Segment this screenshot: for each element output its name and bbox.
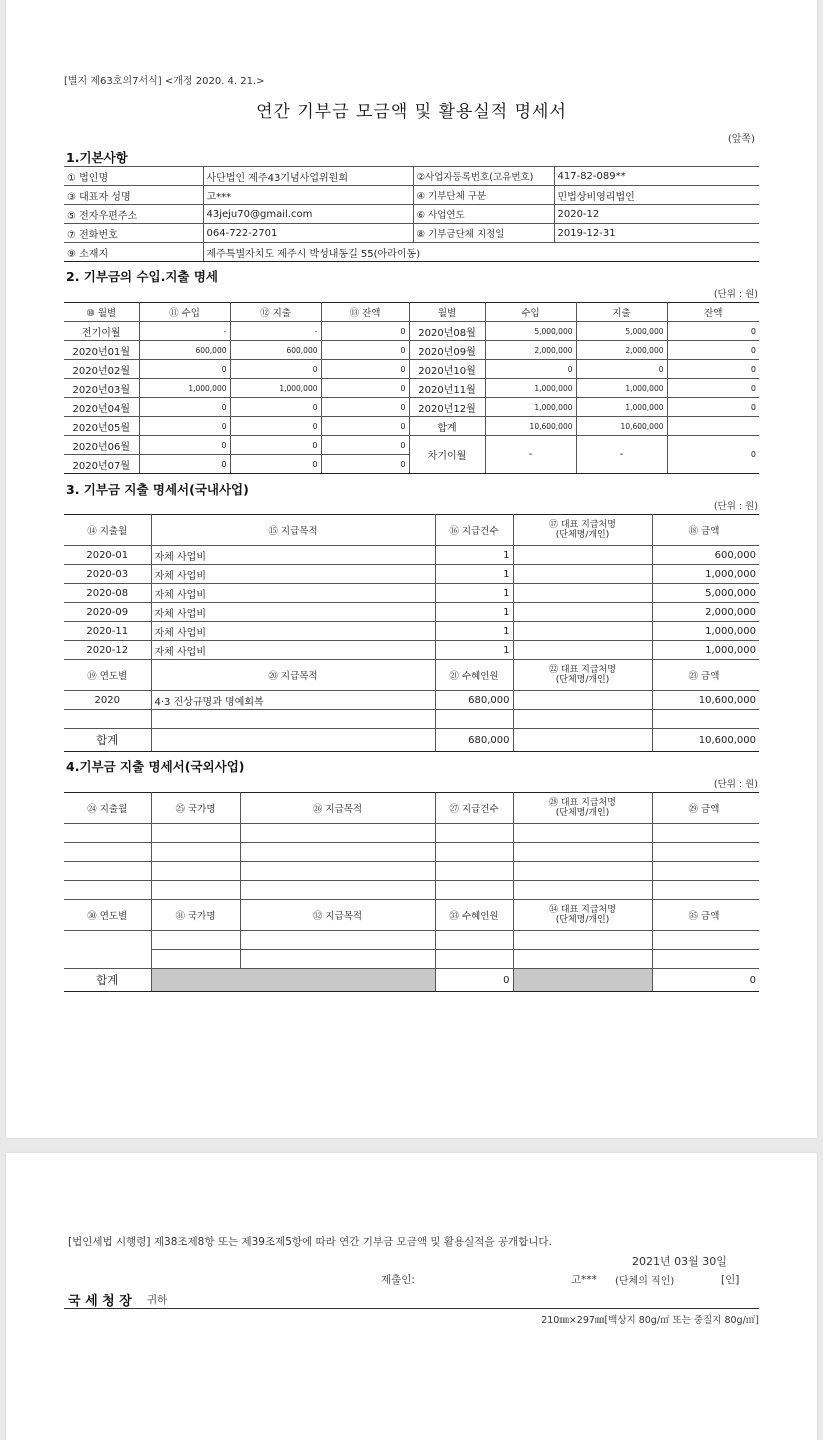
empty-cell [151,931,240,950]
recipient: 국 세 청 장 [68,1294,132,1309]
field-label: ③ 대표자 성명 [64,186,203,205]
header-line: ㉘ 대표 지급처명 [549,798,616,808]
domestic-empty-row [64,710,759,729]
column-header: ㉖ 지급목적 [240,793,435,824]
amount-cell: 5,000,000 [652,584,759,603]
field-value: 2020-12 [554,205,759,224]
empty-cell [652,862,759,881]
amount-cell: 0 [321,360,409,379]
empty-cell [513,710,652,729]
empty-cell [435,862,513,881]
shaded-cell [151,969,435,992]
submit-date: 2021년 03월 30일 [632,1255,727,1268]
field-value: 고*** [203,186,413,205]
empty-cell [64,710,151,729]
empty-cell [435,881,513,900]
empty-cell [64,881,151,900]
column-header: ㉝ 수혜인원 [435,900,513,931]
address-value: 제주특별자치도 제주시 박성내동길 55(아라이동) [203,243,759,262]
empty-cell [513,824,652,843]
header-subline: (단체명/개인) [555,675,610,685]
section-basic-heading: 1.기본사항 [66,150,128,165]
amount-cell: 0 [667,379,759,398]
recipient-cell [513,691,652,710]
empty-cell [435,931,513,950]
amount-cell: 1,000,000 [652,622,759,641]
domestic-expense-table [64,514,759,752]
amount-cell: 0 [321,398,409,417]
field-label: ⑥ 사업연도 [413,205,554,224]
front-side-label: (앞쪽) [727,134,755,145]
header-line: ㉞ 대표 지급처명 [549,905,616,915]
recipient-cell [513,584,652,603]
submitter-label: 제출인: [381,1274,415,1286]
disclosure-statement: [법인세법 시행령] 제38조제8항 또는 제39조제5항에 따라 연간 기부금 모금액 및 활용실적을 공개합니다. [68,1236,552,1248]
empty-cell [513,950,652,969]
header-subline: (단체명/개인) [555,530,610,540]
column-header: ⑪ 수입 [139,303,230,322]
amount-cell: 0 [139,436,230,455]
basic-info-row [64,186,759,205]
empty-cell [240,931,435,950]
empty-cell [513,729,652,752]
amount-cell: 1,000,000 [652,641,759,660]
empty-cell [151,862,240,881]
empty-cell [652,881,759,900]
column-header: ⑯ 지급건수 [435,515,513,546]
recipient-cell [513,565,652,584]
column-header: ㉕ 국가명 [151,793,240,824]
header-subline: (단체명/개인) [555,915,610,925]
form-number: [별지 제63호의7서식] <개정 2020. 4. 21.> [64,76,265,87]
month-cell: 2020년07월 [64,455,139,474]
month-cell: 2020-09 [64,603,151,622]
count-cell: 1 [435,641,513,660]
field-value: 2019-12-31 [554,224,759,243]
basic-info-table [64,166,759,262]
field-label: ⑨ 소재지 [64,243,203,262]
column-header: ⑫ 지출 [230,303,321,322]
column-header: 잔액 [667,303,759,322]
column-header: ㉗ 지급건수 [435,793,513,824]
empty-cell [151,843,240,862]
month-cell: 2020년11월 [409,379,485,398]
month-cell: 2020년09월 [409,341,485,360]
domestic-row [64,565,759,584]
count-cell: 1 [435,565,513,584]
purpose-cell: 자체 사업비 [151,603,435,622]
field-label: ⑤ 전자우편주소 [64,205,203,224]
recipient-suffix: 귀하 [147,1294,168,1306]
purpose-cell: 자체 사업비 [151,565,435,584]
empty-cell [240,950,435,969]
month-cell: 2020년02월 [64,360,139,379]
column-header: ⑱ 금액 [652,515,759,546]
purpose-cell: 4·3 진상규명과 명예회복 [151,691,435,710]
overseas-empty-row [64,931,759,950]
amount-cell: 5,000,000 [576,322,667,341]
section-income-heading: 2. 기부금의 수입.지출 명세 [66,269,219,284]
income-row [64,322,759,341]
amount-cell: 1,000,000 [230,379,321,398]
amount-cell: 0 [321,322,409,341]
carry-over-value: - [576,436,667,474]
month-cell: 2020년05월 [64,417,139,436]
month-cell: 2020년06월 [64,436,139,455]
month-cell: 2020년01월 [64,341,139,360]
total-count: 0 [435,969,513,992]
income-expense-table [64,302,759,474]
count-cell: 1 [435,584,513,603]
column-header: ㉓ 금액 [652,660,759,691]
domestic-header-row-2 [64,660,759,691]
count-cell: 1 [435,622,513,641]
amount-cell: 0 [139,360,230,379]
column-header: ㉙ 금액 [652,793,759,824]
overseas-header-row [64,793,759,824]
field-value: 43jeju70@gmail.com [203,205,413,224]
amount-cell: 0 [230,436,321,455]
empty-cell [240,824,435,843]
month-cell: 2020년12월 [409,398,485,417]
income-row [64,436,759,455]
recipient-cell [513,546,652,565]
column-header: ㉚ 연도별 [64,900,151,931]
amount-cell: 10,600,000 [576,417,667,436]
seal-mark: [인] [721,1274,740,1286]
amount-cell: 0 [321,417,409,436]
carry-over-value: 0 [667,436,759,474]
month-cell: 전기이월 [64,322,139,341]
income-row [64,341,759,360]
income-unit: (단위 : 원) [713,289,758,300]
amount-cell: - [139,322,230,341]
amount-cell: 0 [321,455,409,474]
total-amount: 10,600,000 [652,729,759,752]
amount-cell: 0 [667,398,759,417]
recipient-cell [513,622,652,641]
empty-cell [652,824,759,843]
amount-cell: 1,000,000 [576,379,667,398]
column-header: ㉛ 국가명 [151,900,240,931]
month-cell: 2020년08월 [409,322,485,341]
amount-cell: 5,000,000 [485,322,576,341]
month-cell: 2020-08 [64,584,151,603]
empty-cell [435,950,513,969]
column-header: ⑭ 지출월 [64,515,151,546]
income-row [64,360,759,379]
count-cell: 1 [435,546,513,565]
amount-cell: 0 [667,360,759,379]
amount-cell: - [230,322,321,341]
month-cell: 2020년10월 [409,360,485,379]
amount-cell: 2,000,000 [576,341,667,360]
empty-cell [240,843,435,862]
empty-cell [64,931,151,969]
paper-spec: 210㎜×297㎜[백상지 80g/㎡ 또는 중질지 80g/㎡] [541,1315,759,1326]
empty-cell [513,843,652,862]
empty-cell [151,950,240,969]
empty-cell [151,710,435,729]
amount-cell: 10,600,000 [652,691,759,710]
empty-cell [513,931,652,950]
total-beneficiaries: 680,000 [435,729,513,752]
month-cell: 2020-03 [64,565,151,584]
overseas-header-row [64,900,759,931]
amount-cell: 1,000,000 [652,565,759,584]
footer-divider [64,1308,759,1309]
domestic-row [64,584,759,603]
amount-cell: 0 [139,455,230,474]
submitter-role: (단체의 직인) [615,1276,675,1287]
count-cell: 1 [435,603,513,622]
column-header: ⑳ 지급목적 [151,660,435,691]
total-label: 합계 [64,969,151,992]
income-row [64,398,759,417]
amount-cell: 0 [321,341,409,360]
empty-cell [435,824,513,843]
empty-cell [64,824,151,843]
column-header [513,900,652,931]
domestic-row [64,603,759,622]
carry-over-label: 차기이월 [409,436,485,474]
empty-cell [652,843,759,862]
income-header-row [64,303,759,322]
purpose-cell: 자체 사업비 [151,622,435,641]
field-value: 417-82-089** [554,167,759,186]
amount-cell [667,417,759,436]
month-cell: 합계 [409,417,485,436]
amount-cell: 1,000,000 [576,398,667,417]
empty-cell [64,862,151,881]
beneficiaries-cell: 680,000 [435,691,513,710]
domestic-row [64,546,759,565]
amount-cell: 0 [321,379,409,398]
section-domestic-heading: 3. 기부금 지출 명세서(국내사업) [66,482,249,497]
empty-cell [151,729,435,752]
empty-cell [652,950,759,969]
overseas-empty-row [64,824,759,843]
empty-cell [64,843,151,862]
basic-info-row [64,205,759,224]
amount-cell: 0 [139,417,230,436]
field-label: ① 법인명 [64,167,203,186]
month-cell: 2020-12 [64,641,151,660]
domestic-row [64,622,759,641]
column-header [513,793,652,824]
amount-cell: 1,000,000 [485,398,576,417]
carry-over-value: - [485,436,576,474]
amount-cell: 0 [230,360,321,379]
field-label: ⑧ 기부금단체 지정일 [413,224,554,243]
empty-cell [652,710,759,729]
domestic-row [64,641,759,660]
overseas-empty-row [64,862,759,881]
amount-cell: 600,000 [139,341,230,360]
empty-cell [240,862,435,881]
submitter-name: 고*** [571,1274,597,1286]
domestic-unit: (단위 : 원) [713,501,758,512]
month-cell: 2020년04월 [64,398,139,417]
amount-cell: 0 [230,417,321,436]
amount-cell: 600,000 [230,341,321,360]
recipient-cell [513,641,652,660]
domestic-year-row [64,691,759,710]
field-value: 민법상비영리법인 [554,186,759,205]
column-header: ⑮ 지급목적 [151,515,435,546]
amount-cell: 0 [667,322,759,341]
total-amount: 0 [652,969,759,992]
amount-cell: 0 [139,398,230,417]
empty-cell [513,862,652,881]
overseas-empty-row [64,950,759,969]
field-label: ④ 기부단체 구분 [413,186,554,205]
address-row [64,243,759,262]
header-subline: (단체명/개인) [555,808,610,818]
column-header: 수입 [485,303,576,322]
income-row [64,379,759,398]
column-header: ㉜ 지급목적 [240,900,435,931]
domestic-header-row [64,515,759,546]
total-label: 합계 [64,729,151,752]
empty-cell [151,881,240,900]
column-header: ㉑ 수혜인원 [435,660,513,691]
purpose-cell: 자체 사업비 [151,546,435,565]
document-page-2 [6,1153,817,1440]
empty-cell [151,824,240,843]
column-header: ㉟ 금액 [652,900,759,931]
empty-cell [435,843,513,862]
column-header: ⑩ 월별 [64,303,139,322]
amount-cell: 0 [321,436,409,455]
domestic-total-row [64,729,759,752]
purpose-cell: 자체 사업비 [151,641,435,660]
year-cell: 2020 [64,691,151,710]
overseas-empty-row [64,843,759,862]
basic-info-row [64,167,759,186]
field-label: ②사업자등록번호(고유번호) [413,167,554,186]
overseas-empty-row [64,881,759,900]
overseas-expense-table [64,792,759,992]
empty-cell [435,710,513,729]
purpose-cell: 자체 사업비 [151,584,435,603]
document-page-1 [6,0,817,1138]
amount-cell: 2,000,000 [652,603,759,622]
basic-info-row [64,224,759,243]
field-value: 사단법인 제주43기념사업위원회 [203,167,413,186]
overseas-unit: (단위 : 원) [713,779,758,790]
amount-cell: 0 [576,360,667,379]
amount-cell: 0 [667,341,759,360]
empty-cell [513,881,652,900]
amount-cell: 1,000,000 [139,379,230,398]
empty-cell [652,931,759,950]
empty-cell [240,881,435,900]
amount-cell: 600,000 [652,546,759,565]
shaded-cell [513,969,652,992]
amount-cell: 0 [230,455,321,474]
column-header: 월별 [409,303,485,322]
amount-cell: 10,600,000 [485,417,576,436]
recipient-cell [513,603,652,622]
header-line: ⑰ 대표 지급처명 [549,520,616,530]
month-cell: 2020년03월 [64,379,139,398]
column-header: ㉔ 지출월 [64,793,151,824]
field-value: 064-722-2701 [203,224,413,243]
overseas-total-row [64,969,759,992]
income-row [64,417,759,436]
column-header: ⑬ 잔액 [321,303,409,322]
month-cell: 2020-01 [64,546,151,565]
column-header [513,660,652,691]
amount-cell: 0 [485,360,576,379]
column-header: 지출 [576,303,667,322]
column-header: ⑲ 연도별 [64,660,151,691]
month-cell: 2020-11 [64,622,151,641]
amount-cell: 2,000,000 [485,341,576,360]
amount-cell: 0 [230,398,321,417]
page-title: 연간 기부금 모금액 및 활용실적 명세서 [256,102,567,122]
amount-cell: 1,000,000 [485,379,576,398]
field-label: ⑦ 전화번호 [64,224,203,243]
column-header [513,515,652,546]
header-line: ㉒ 대표 지급처명 [549,665,616,675]
section-overseas-heading: 4.기부금 지출 명세서(국외사업) [66,759,245,774]
